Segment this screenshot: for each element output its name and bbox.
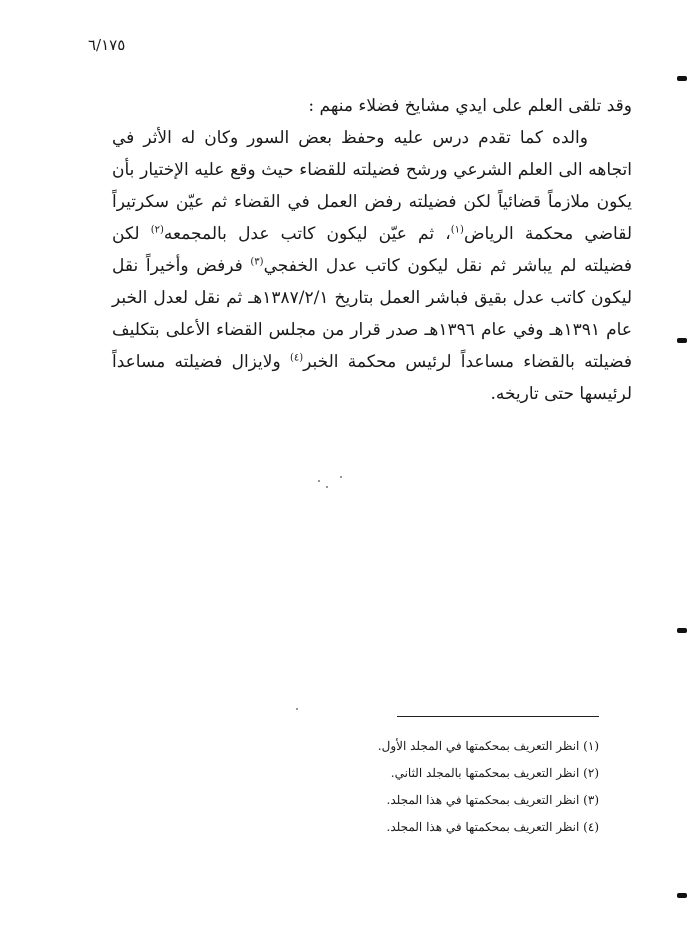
footnote-ref-3: (٣) (250, 256, 264, 268)
paragraph-part-3: لكن فضيلته لم يباشر ثم نقل ليكون كاتب عدل الخفجي (112, 224, 632, 276)
paragraph-part-5: ولايزال فضيلته مساعداً لرئيسها حتى تاريخه. (112, 352, 632, 404)
footnote-ref-4: (٤) (289, 352, 304, 364)
footnote-ref-1: (١) (450, 224, 464, 236)
footnote-2: (٢) انظر التعريف بمحكمتها بالمجلد الثاني. (390, 766, 599, 780)
footnote-4: (٤) انظر التعريف بمحكمتها في هذا المجلد. (386, 820, 599, 834)
main-paragraph (112, 122, 632, 410)
binding-mark (677, 76, 687, 81)
body-text (112, 90, 632, 410)
scan-speck (318, 480, 320, 482)
paragraph-part-4: فرفض وأخيراً نقل ليكون كاتب عدل بقيق فباشر العمل بتاريخ ١٣٨٧/٢/١هـ ثم نقل لعدل الخبر عام ١٣٩١هـ وفي عام ١٣٩٦هـ صدر قرار من مجلس القضاء الأعلى بتكليف فضيلته بالقضاء مساعداً لرئيس محكمة الخبر (112, 256, 632, 372)
scan-speck (326, 486, 328, 488)
paragraph-part-2: ، ثم عيّن ليكون كاتب عدل بالمجمعه (163, 224, 451, 244)
footnote-3: (٣) انظر التعريف بمحكمتها في هذا المجلد. (386, 793, 599, 807)
footnote-ref-2: (٢) (150, 224, 164, 236)
binding-mark (677, 628, 687, 633)
paragraph-part-1: والده كما تقدم درس عليه وحفظ بعض السور وكان له الأثر في اتجاهه الى العلم الشرعي ورشح فضيلته للقضاء حيث وقع عليه الإختيار بأن يكون ملازماً قضائياً لكن فضيلته رفض العمل في القضاء ثم عيّن سكرتيراً لقاضي محكمة الرياض (112, 128, 632, 244)
scan-speck (340, 476, 342, 478)
footnote-1: (١) انظر التعريف بمحكمتها في المجلد الأول. (377, 739, 599, 753)
binding-mark (677, 338, 687, 343)
intro-line: وقد تلقى العلم على ايدي مشايخ فضلاء منهم : (308, 96, 632, 116)
page-number: ٦/١٧٥ (88, 36, 126, 54)
footnotes (269, 733, 599, 841)
footnote-divider (397, 716, 599, 717)
scan-speck (296, 708, 298, 710)
binding-mark (677, 893, 687, 898)
